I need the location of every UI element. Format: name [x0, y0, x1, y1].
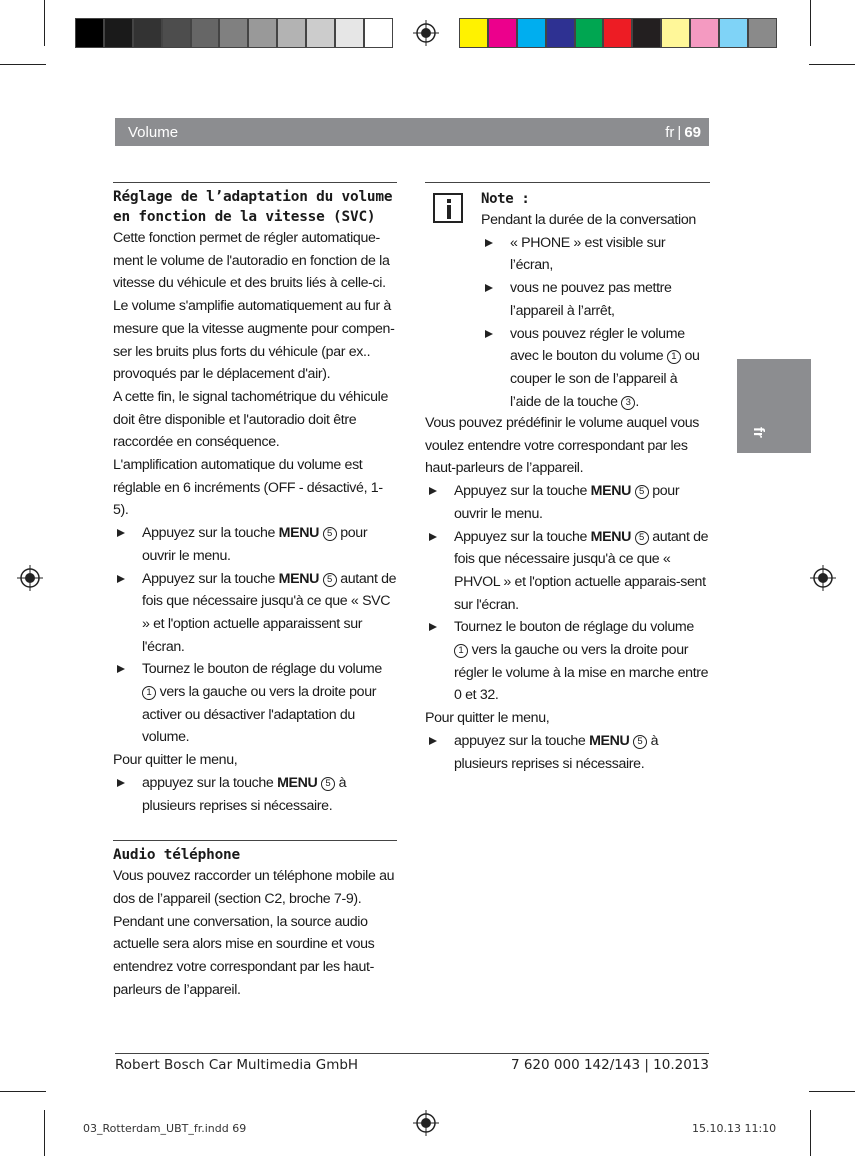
- color-swatch: [306, 18, 335, 48]
- crop-mark: [810, 1110, 811, 1156]
- page-number-block: [665, 124, 701, 141]
- key-number-badge: 1: [454, 644, 468, 658]
- note-intro: Pendant la durée de la conversation: [481, 212, 696, 228]
- step-item: Tournez le bouton de réglage du volume 1 vers la gauche ou vers la droite pour activer ou désactiver l'adaptation du volume.: [113, 658, 397, 749]
- slug-date: 15.10.13 11:10: [692, 1122, 777, 1135]
- color-swatch: [632, 18, 661, 48]
- color-swatch: [661, 18, 690, 48]
- key-number-badge: 1: [142, 686, 156, 700]
- paragraph: A cette fin, le signal tachométrique du véhicule doit être disponible et l'autoradio doit être raccordée en conséquence.: [113, 388, 389, 451]
- key-number-badge: 1: [667, 350, 681, 364]
- color-swatch: [690, 18, 719, 48]
- menu-key-label: MENU: [590, 528, 632, 545]
- color-swatch: [104, 18, 133, 48]
- paragraph: Pour quitter le menu,: [113, 752, 238, 769]
- footer-rule: [115, 1053, 709, 1054]
- note-item: « PHONE » est visible sur l’écran,: [481, 232, 711, 277]
- grayscale-color-bar: [75, 18, 393, 48]
- step-item: Appuyez sur la touche MENU 5 pour ouvrir le menu.: [425, 480, 710, 525]
- note-item: vous pouvez régler le volume avec le bouton du volume 1 ou couper le son de l’appareil à l’aide de la touche 3 .: [481, 323, 711, 414]
- color-swatch: [488, 18, 517, 48]
- color-swatch: [248, 18, 277, 48]
- color-swatch: [364, 18, 393, 48]
- color-swatch: [75, 18, 104, 48]
- right-column: [425, 182, 710, 775]
- section-rule: [113, 840, 397, 841]
- paragraph: L'amplification automatique du volume est réglable en 6 incréments (OFF - désactivé, 1-5).: [113, 457, 383, 519]
- section-title: Volume: [128, 123, 179, 141]
- color-swatch: [133, 18, 162, 48]
- color-swatch: [277, 18, 306, 48]
- audio-heading: Audio téléphone: [113, 847, 240, 864]
- step-item: appuyez sur la touche MENU 5 à plusieurs reprises si nécessaire.: [113, 772, 397, 817]
- process-color-bar: [459, 18, 777, 48]
- paragraph: Le volume s'amplifie automatiquement au fur à mesure que la vitesse augmente pour compen-ser les bruits plus forts du véhicule (par ex.. provoqués par le déplacement d'air).: [113, 298, 395, 383]
- slug-filename: 03_Rotterdam_UBT_fr.indd 69: [83, 1122, 247, 1135]
- info-icon: [433, 193, 463, 223]
- page-number: 69: [684, 123, 701, 141]
- registration-mark-icon: [17, 565, 43, 591]
- color-swatch: [191, 18, 220, 48]
- key-number-badge: 5: [323, 527, 337, 541]
- menu-key-label: MENU: [590, 483, 632, 500]
- color-swatch: [459, 18, 488, 48]
- paragraph: Vous pouvez prédéfinir le volume auquel vous voulez entendre votre correspondant par les haut-parleurs de l’appareil.: [425, 415, 700, 477]
- step-item: Appuyez sur la touche MENU 5 autant de fois que nécessaire jusqu'à ce que « SVC » et l'option actuelle apparaissent sur l'écran.: [113, 568, 397, 659]
- color-swatch: [748, 18, 777, 48]
- paragraph: Cette fonction permet de régler automatique-ment le volume de l'autoradio en fonction de la vitesse du véhicule et des bruits liés à celle-ci.: [113, 230, 390, 292]
- key-number-badge: 5: [635, 485, 649, 499]
- left-column: [113, 182, 397, 1002]
- crop-mark: [809, 64, 855, 65]
- registration-mark-icon: [810, 565, 836, 591]
- crop-mark: [809, 1091, 855, 1092]
- menu-key-label: MENU: [589, 732, 630, 749]
- paragraph: Vous pouvez raccorder un téléphone mobile au dos de l’appareil (section C2, broche 7-9).: [113, 868, 395, 907]
- color-swatch: [335, 18, 364, 48]
- menu-key-label: MENU: [278, 525, 320, 542]
- paragraph: Pendant une conversation, la source audio actuelle sera alors mise en sourdine et vous entendrez votre correspondant par les haut-parleurs de l’appareil.: [113, 913, 375, 998]
- header-separator: |: [677, 123, 682, 141]
- step-item: Tournez le bouton de réglage du volume 1 vers la gauche ou vers la droite pour régler le volume à la mise en marche entre 0 et 32.: [425, 616, 710, 707]
- svc-heading: Réglage de l’adaptation du volume en fonction de la vitesse (SVC): [113, 189, 393, 225]
- key-number-badge: 3: [621, 396, 635, 410]
- key-number-badge: 5: [321, 777, 335, 791]
- color-swatch: [517, 18, 546, 48]
- key-number-badge: 5: [635, 531, 649, 545]
- key-number-badge: 5: [633, 735, 647, 749]
- footer-docref: 7 620 000 142/143 | 10.2013: [510, 1057, 709, 1073]
- language-side-tab: [737, 359, 811, 453]
- color-swatch: [719, 18, 748, 48]
- crop-mark: [0, 64, 46, 65]
- crop-mark: [44, 1110, 45, 1156]
- color-swatch: [575, 18, 604, 48]
- footer-company: Robert Bosch Car Multimedia GmbH: [115, 1057, 359, 1073]
- registration-mark-icon: [413, 20, 439, 46]
- note-title: Note :: [481, 191, 530, 207]
- menu-key-label: MENU: [277, 774, 318, 791]
- crop-mark: [0, 1091, 46, 1092]
- side-tab-label: fr: [750, 427, 767, 438]
- note-item: vous ne pouvez pas mettre l’appareil à l’arrêt,: [481, 277, 711, 322]
- registration-mark-icon: [413, 1110, 439, 1136]
- paragraph: Pour quitter le menu,: [425, 710, 550, 727]
- note-box: [425, 183, 710, 410]
- language-code: fr: [665, 123, 675, 141]
- crop-mark: [810, 0, 811, 46]
- color-swatch: [603, 18, 632, 48]
- crop-mark: [44, 0, 45, 46]
- color-swatch: [546, 18, 575, 48]
- step-item: Appuyez sur la touche MENU 5 pour ouvrir le menu.: [113, 522, 397, 567]
- step-item: appuyez sur la touche MENU 5 à plusieurs reprises si nécessaire.: [425, 730, 710, 775]
- color-swatch: [162, 18, 191, 48]
- section-rule: [113, 182, 397, 183]
- key-number-badge: 5: [323, 573, 337, 587]
- step-item: Appuyez sur la touche MENU 5 autant de fois que nécessaire jusqu'à ce que « PHVOL » et l'option actuelle apparais-sent sur l'écran.: [425, 526, 710, 617]
- color-swatch: [219, 18, 248, 48]
- running-header: [115, 118, 709, 146]
- menu-key-label: MENU: [278, 570, 320, 587]
